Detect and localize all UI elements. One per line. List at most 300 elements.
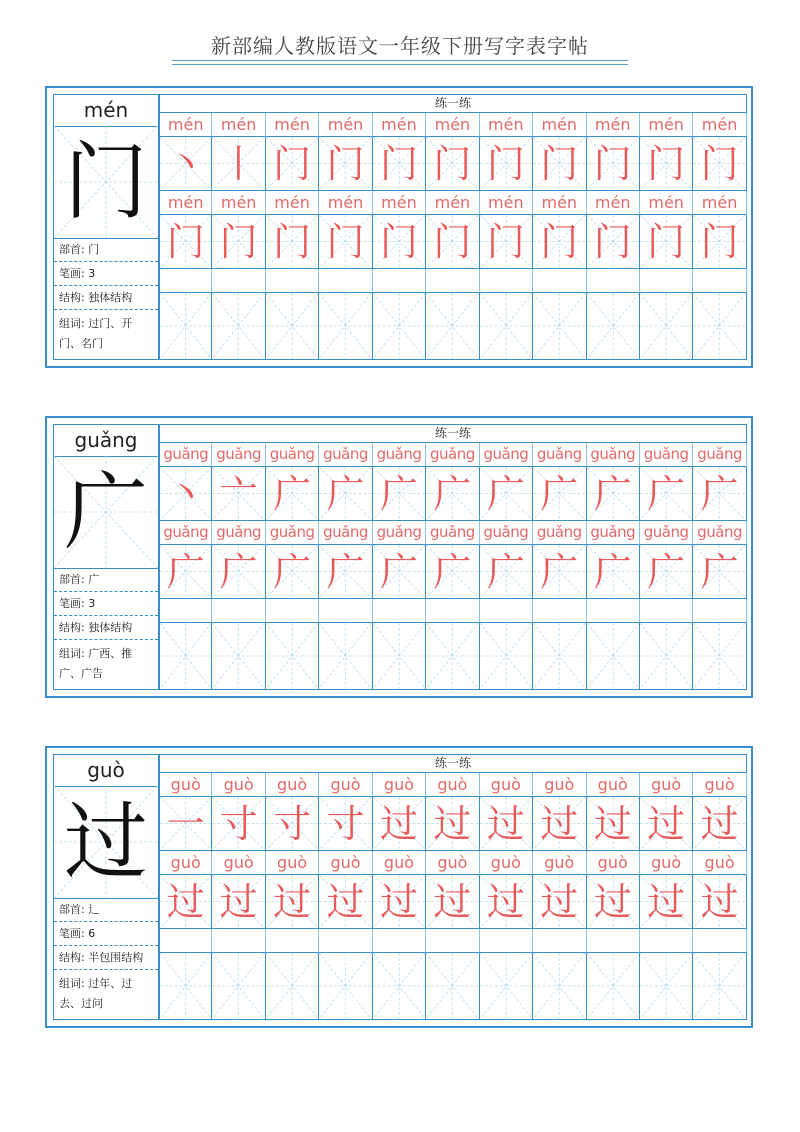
pinyin-cell: guǎng <box>587 443 640 467</box>
empty-pinyin-cell[interactable] <box>587 599 640 623</box>
empty-pinyin-cell[interactable] <box>533 599 586 623</box>
empty-pinyin-cell[interactable] <box>212 269 265 293</box>
empty-practice-cell[interactable] <box>212 623 265 690</box>
empty-practice-row <box>159 293 747 360</box>
pinyin-cell: guò <box>426 773 479 797</box>
pinyin-cell: guò <box>480 773 533 797</box>
stroke-step-char: 广 <box>326 472 365 516</box>
word-examples <box>54 970 158 1019</box>
pinyin-cell: guǎng <box>587 521 640 545</box>
stroke-count-label: 笔画: 6 <box>54 922 158 946</box>
empty-practice-cell[interactable] <box>319 293 372 360</box>
grid-guides <box>533 953 585 1019</box>
practice-cell[interactable] <box>587 545 640 599</box>
empty-practice-cell[interactable] <box>587 293 640 360</box>
pinyin-cell: guò <box>266 851 319 875</box>
empty-practice-cell[interactable] <box>426 953 479 1020</box>
practice-area <box>159 754 747 1020</box>
practice-cell[interactable] <box>640 875 693 929</box>
trace-row <box>159 797 747 851</box>
trace-char: 门 <box>273 220 312 264</box>
empty-practice-cell[interactable] <box>266 293 319 360</box>
empty-pinyin-cell[interactable] <box>640 929 693 953</box>
empty-practice-cell[interactable] <box>480 623 533 690</box>
stroke-step-char: 门 <box>540 142 579 186</box>
pinyin-row <box>159 851 747 875</box>
pinyin-cell: guǎng <box>266 521 319 545</box>
empty-pinyin-row <box>159 599 747 623</box>
practice-cell[interactable] <box>587 875 640 929</box>
pinyin-cell: mén <box>373 191 426 215</box>
character-pinyin: guò <box>54 755 158 787</box>
pinyin-cell: guǎng <box>373 443 426 467</box>
trace-char: 广 <box>433 550 472 594</box>
trace-char: 过 <box>219 880 258 924</box>
character-pinyin: guǎng <box>54 425 158 457</box>
empty-practice-cell[interactable] <box>480 953 533 1020</box>
practice-cell[interactable] <box>319 215 372 269</box>
practice-area <box>159 94 747 360</box>
empty-pinyin-cell[interactable] <box>373 269 426 293</box>
empty-pinyin-cell[interactable] <box>373 929 426 953</box>
character-info-panel <box>53 424 159 690</box>
trace-char: 过 <box>593 880 632 924</box>
pinyin-cell: guò <box>266 773 319 797</box>
stroke-step-char: 广 <box>593 472 632 516</box>
empty-practice-cell[interactable] <box>587 953 640 1020</box>
empty-pinyin-cell[interactable] <box>480 929 533 953</box>
pinyin-cell: guò <box>426 851 479 875</box>
practice-cell[interactable] <box>212 467 265 521</box>
stroke-step-char: 门 <box>433 142 472 186</box>
practice-cell[interactable] <box>640 215 693 269</box>
practice-cell[interactable] <box>159 797 212 851</box>
empty-practice-cell[interactable] <box>266 623 319 690</box>
empty-pinyin-cell[interactable] <box>693 599 746 623</box>
empty-pinyin-cell[interactable] <box>693 929 746 953</box>
practice-cell[interactable] <box>266 875 319 929</box>
grid-guides <box>319 293 371 359</box>
pinyin-cell: guò <box>159 773 212 797</box>
stroke-step-char: 寸 <box>326 802 365 846</box>
practice-cell[interactable] <box>212 875 265 929</box>
practice-cell[interactable] <box>693 467 746 521</box>
pinyin-cell: guǎng <box>212 521 265 545</box>
pinyin-cell: guò <box>212 773 265 797</box>
empty-pinyin-cell[interactable] <box>212 929 265 953</box>
empty-pinyin-cell[interactable] <box>480 269 533 293</box>
pinyin-cell: guǎng <box>533 521 586 545</box>
stroke-step-char: 门 <box>593 142 632 186</box>
pinyin-cell: guò <box>533 773 586 797</box>
empty-practice-cell[interactable] <box>533 293 586 360</box>
structure-label: 结构: 独体结构 <box>54 616 158 640</box>
empty-pinyin-cell[interactable] <box>533 929 586 953</box>
practice-cell[interactable] <box>426 797 479 851</box>
empty-practice-cell[interactable] <box>640 293 693 360</box>
stroke-step-char: 过 <box>700 802 739 846</box>
practice-cell[interactable] <box>480 137 533 191</box>
pinyin-cell: mén <box>266 113 319 137</box>
character-card <box>45 746 753 1028</box>
grid-guides <box>640 623 692 689</box>
pinyin-cell: guò <box>587 773 640 797</box>
practice-cell[interactable] <box>159 467 212 521</box>
empty-pinyin-cell[interactable] <box>426 599 479 623</box>
grid-guides <box>426 953 478 1019</box>
pinyin-cell: guò <box>533 851 586 875</box>
pinyin-cell: guǎng <box>159 521 212 545</box>
trace-char: 门 <box>486 220 525 264</box>
grid-guides <box>373 953 425 1019</box>
empty-practice-cell[interactable] <box>587 623 640 690</box>
trace-char: 过 <box>486 880 525 924</box>
empty-practice-cell[interactable] <box>426 293 479 360</box>
word-examples-line: 去、过问 <box>59 997 103 1010</box>
pinyin-cell: guò <box>640 851 693 875</box>
grid-guides <box>426 623 478 689</box>
model-character: 门 <box>63 133 148 231</box>
practice-cell[interactable] <box>693 875 746 929</box>
pinyin-cell: mén <box>640 113 693 137</box>
empty-pinyin-cell[interactable] <box>159 599 212 623</box>
model-character: 广 <box>63 463 148 561</box>
grid-guides <box>533 293 585 359</box>
stroke-step-char: 门 <box>326 142 365 186</box>
stroke-step-char: 门 <box>647 142 686 186</box>
trace-char: 门 <box>647 220 686 264</box>
practice-cell[interactable] <box>212 797 265 851</box>
pinyin-cell: guǎng <box>693 443 746 467</box>
practice-cell[interactable] <box>159 875 212 929</box>
grid-guides <box>160 623 211 689</box>
stroke-step-char: 过 <box>647 802 686 846</box>
empty-pinyin-cell[interactable] <box>640 599 693 623</box>
pinyin-cell: guò <box>587 851 640 875</box>
empty-pinyin-cell[interactable] <box>640 269 693 293</box>
empty-pinyin-cell[interactable] <box>159 269 212 293</box>
practice-cell[interactable] <box>693 215 746 269</box>
practice-cell[interactable] <box>319 137 372 191</box>
practice-cell[interactable] <box>533 467 586 521</box>
trace-char: 门 <box>593 220 632 264</box>
practice-cell[interactable] <box>480 797 533 851</box>
practice-cell[interactable] <box>480 467 533 521</box>
practice-cell[interactable] <box>426 467 479 521</box>
grid-guides <box>266 293 318 359</box>
practice-cell[interactable] <box>159 215 212 269</box>
empty-practice-cell[interactable] <box>319 623 372 690</box>
practice-cell[interactable] <box>533 545 586 599</box>
empty-pinyin-cell[interactable] <box>587 929 640 953</box>
trace-char: 广 <box>486 550 525 594</box>
pinyin-cell: guǎng <box>373 521 426 545</box>
stroke-step-char: 亠 <box>219 472 258 516</box>
empty-pinyin-cell[interactable] <box>693 269 746 293</box>
practice-cell[interactable] <box>693 137 746 191</box>
pinyin-row <box>159 773 747 797</box>
pinyin-cell: guǎng <box>533 443 586 467</box>
practice-cell[interactable] <box>266 545 319 599</box>
grid-guides <box>693 293 745 359</box>
practice-cell[interactable] <box>266 467 319 521</box>
empty-practice-cell[interactable] <box>373 293 426 360</box>
stroke-step-char: 过 <box>433 802 472 846</box>
stroke-step-char: 寸 <box>219 802 258 846</box>
practice-cell[interactable] <box>693 797 746 851</box>
pinyin-row <box>159 113 747 137</box>
empty-practice-cell[interactable] <box>212 293 265 360</box>
grid-guides <box>160 953 211 1019</box>
word-examples-line: 组词: 过门、开 <box>59 317 133 330</box>
stroke-step-char: 过 <box>540 802 579 846</box>
pinyin-cell: guǎng <box>319 443 372 467</box>
practice-cell[interactable] <box>373 467 426 521</box>
practice-cell[interactable] <box>426 137 479 191</box>
word-examples-line: 广、广告 <box>59 667 103 680</box>
pinyin-cell: guò <box>159 851 212 875</box>
practice-cell[interactable] <box>587 797 640 851</box>
empty-practice-cell[interactable] <box>212 953 265 1020</box>
character-info-panel <box>53 754 159 1020</box>
stroke-step-char: 广 <box>433 472 472 516</box>
pinyin-row <box>159 191 747 215</box>
practice-cell[interactable] <box>212 137 265 191</box>
empty-practice-cell[interactable] <box>533 953 586 1020</box>
practice-cell[interactable] <box>426 215 479 269</box>
stroke-step-char: 丶 <box>166 142 205 186</box>
pinyin-row <box>159 521 747 545</box>
trace-char: 过 <box>647 880 686 924</box>
practice-cell[interactable] <box>373 797 426 851</box>
practice-cell[interactable] <box>319 797 372 851</box>
pinyin-cell: guǎng <box>266 443 319 467</box>
trace-row <box>159 467 747 521</box>
practice-cell[interactable] <box>587 215 640 269</box>
pinyin-cell: mén <box>480 113 533 137</box>
trace-char: 广 <box>273 550 312 594</box>
pinyin-cell: mén <box>587 191 640 215</box>
practice-cell[interactable] <box>373 137 426 191</box>
stroke-step-char: 门 <box>379 142 418 186</box>
pinyin-cell: mén <box>480 191 533 215</box>
stroke-count-label: 笔画: 3 <box>54 592 158 616</box>
practice-cell[interactable] <box>533 797 586 851</box>
practice-cell[interactable] <box>533 875 586 929</box>
empty-practice-cell[interactable] <box>319 953 372 1020</box>
pinyin-cell: mén <box>533 191 586 215</box>
practice-cell[interactable] <box>266 215 319 269</box>
practice-cell[interactable] <box>480 545 533 599</box>
practice-cell[interactable] <box>480 875 533 929</box>
trace-char: 广 <box>379 550 418 594</box>
grid-guides <box>212 623 264 689</box>
empty-pinyin-cell[interactable] <box>587 269 640 293</box>
pinyin-cell: guǎng <box>159 443 212 467</box>
empty-practice-cell[interactable] <box>266 953 319 1020</box>
empty-practice-cell[interactable] <box>693 953 746 1020</box>
grid-guides <box>587 293 639 359</box>
stroke-step-char: 过 <box>379 802 418 846</box>
empty-pinyin-cell[interactable] <box>159 929 212 953</box>
stroke-step-char: 广 <box>379 472 418 516</box>
pinyin-cell: mén <box>426 191 479 215</box>
empty-pinyin-cell[interactable] <box>373 599 426 623</box>
practice-cell[interactable] <box>319 875 372 929</box>
radical-label: 部首: 门 <box>54 238 158 262</box>
grid-guides <box>426 293 478 359</box>
practice-cell[interactable] <box>533 215 586 269</box>
practice-cell[interactable] <box>373 545 426 599</box>
practice-cell[interactable] <box>159 545 212 599</box>
empty-pinyin-cell[interactable] <box>426 929 479 953</box>
empty-practice-cell[interactable] <box>373 953 426 1020</box>
trace-row <box>159 545 747 599</box>
grid-guides <box>640 953 692 1019</box>
practice-cell[interactable] <box>640 545 693 599</box>
empty-practice-cell[interactable] <box>640 953 693 1020</box>
trace-char: 广 <box>326 550 365 594</box>
empty-pinyin-cell[interactable] <box>266 929 319 953</box>
word-examples-line: 组词: 广西、推 <box>59 647 133 660</box>
trace-char: 门 <box>433 220 472 264</box>
grid-guides <box>480 953 532 1019</box>
practice-cell[interactable] <box>266 797 319 851</box>
pinyin-cell: mén <box>212 113 265 137</box>
trace-char: 广 <box>540 550 579 594</box>
pinyin-cell: guǎng <box>426 521 479 545</box>
practice-cell[interactable] <box>533 137 586 191</box>
pinyin-row <box>159 443 747 467</box>
practice-cell[interactable] <box>319 545 372 599</box>
empty-practice-cell[interactable] <box>533 623 586 690</box>
practice-cell[interactable] <box>212 545 265 599</box>
practice-cell[interactable] <box>373 215 426 269</box>
stroke-step-char: 门 <box>700 142 739 186</box>
pinyin-cell: guǎng <box>640 443 693 467</box>
pinyin-cell: mén <box>319 113 372 137</box>
grid-guides <box>533 623 585 689</box>
practice-cell[interactable] <box>587 137 640 191</box>
pinyin-cell: guǎng <box>640 521 693 545</box>
empty-pinyin-cell[interactable] <box>426 269 479 293</box>
grid-guides <box>319 953 371 1019</box>
empty-pinyin-cell[interactable] <box>480 599 533 623</box>
pinyin-cell: guǎng <box>319 521 372 545</box>
trace-char: 过 <box>433 880 472 924</box>
practice-cell[interactable] <box>426 545 479 599</box>
practice-cell[interactable] <box>693 545 746 599</box>
trace-char: 门 <box>166 220 205 264</box>
empty-pinyin-cell[interactable] <box>266 599 319 623</box>
empty-practice-cell[interactable] <box>480 293 533 360</box>
stroke-step-char: 一 <box>166 802 205 846</box>
stroke-step-char: 过 <box>593 802 632 846</box>
practice-cell[interactable] <box>640 467 693 521</box>
practice-cell[interactable] <box>640 797 693 851</box>
radical-label: 部首: 辶 <box>54 898 158 922</box>
trace-char: 门 <box>379 220 418 264</box>
practice-cell[interactable] <box>373 875 426 929</box>
character-pinyin: mén <box>54 95 158 127</box>
grid-guides <box>587 623 639 689</box>
pinyin-cell: guò <box>212 851 265 875</box>
grid-guides <box>266 953 318 1019</box>
trace-char: 广 <box>593 550 632 594</box>
empty-pinyin-cell[interactable] <box>266 269 319 293</box>
practice-cell[interactable] <box>426 875 479 929</box>
empty-pinyin-cell[interactable] <box>212 599 265 623</box>
pinyin-cell: mén <box>693 191 746 215</box>
model-character: 过 <box>63 793 148 891</box>
practice-cell[interactable] <box>587 467 640 521</box>
empty-practice-cell[interactable] <box>373 623 426 690</box>
pinyin-cell: mén <box>426 113 479 137</box>
grid-guides <box>266 623 318 689</box>
trace-char: 过 <box>273 880 312 924</box>
stroke-step-char: 门 <box>273 142 312 186</box>
practice-cell[interactable] <box>159 137 212 191</box>
practice-cell[interactable] <box>640 137 693 191</box>
pinyin-cell: guǎng <box>426 443 479 467</box>
trace-char: 门 <box>700 220 739 264</box>
empty-pinyin-row <box>159 269 747 293</box>
trace-char: 过 <box>540 880 579 924</box>
structure-label: 结构: 半包围结构 <box>54 946 158 970</box>
empty-practice-cell[interactable] <box>159 293 212 360</box>
model-character-box <box>54 456 158 569</box>
empty-practice-cell[interactable] <box>159 953 212 1020</box>
practice-cell[interactable] <box>319 467 372 521</box>
stroke-step-char: 广 <box>700 472 739 516</box>
practice-cell[interactable] <box>266 137 319 191</box>
pinyin-cell: guǎng <box>212 443 265 467</box>
grid-guides <box>160 293 211 359</box>
grid-guides <box>373 623 425 689</box>
grid-guides <box>212 953 264 1019</box>
pinyin-cell: mén <box>533 113 586 137</box>
stroke-step-char: 广 <box>647 472 686 516</box>
pinyin-cell: mén <box>693 113 746 137</box>
empty-practice-cell[interactable] <box>693 623 746 690</box>
pinyin-cell: guò <box>693 851 746 875</box>
stroke-step-char: 门 <box>486 142 525 186</box>
empty-practice-cell[interactable] <box>693 293 746 360</box>
character-info-panel <box>53 94 159 360</box>
trace-char: 门 <box>219 220 258 264</box>
empty-pinyin-cell[interactable] <box>533 269 586 293</box>
empty-pinyin-cell[interactable] <box>319 929 372 953</box>
model-character-box <box>54 126 158 239</box>
radical-label: 部首: 广 <box>54 568 158 592</box>
stroke-count-label: 笔画: 3 <box>54 262 158 286</box>
empty-practice-cell[interactable] <box>640 623 693 690</box>
empty-practice-cell[interactable] <box>159 623 212 690</box>
pinyin-cell: guò <box>693 773 746 797</box>
trace-char: 广 <box>700 550 739 594</box>
trace-char: 过 <box>326 880 365 924</box>
empty-pinyin-cell[interactable] <box>319 269 372 293</box>
empty-practice-cell[interactable] <box>426 623 479 690</box>
practice-cell[interactable] <box>212 215 265 269</box>
stroke-step-char: 丶 <box>166 472 205 516</box>
word-examples <box>54 310 158 359</box>
grid-guides <box>212 293 264 359</box>
word-examples <box>54 640 158 689</box>
practice-cell[interactable] <box>480 215 533 269</box>
pinyin-cell: guò <box>480 851 533 875</box>
empty-pinyin-cell[interactable] <box>319 599 372 623</box>
